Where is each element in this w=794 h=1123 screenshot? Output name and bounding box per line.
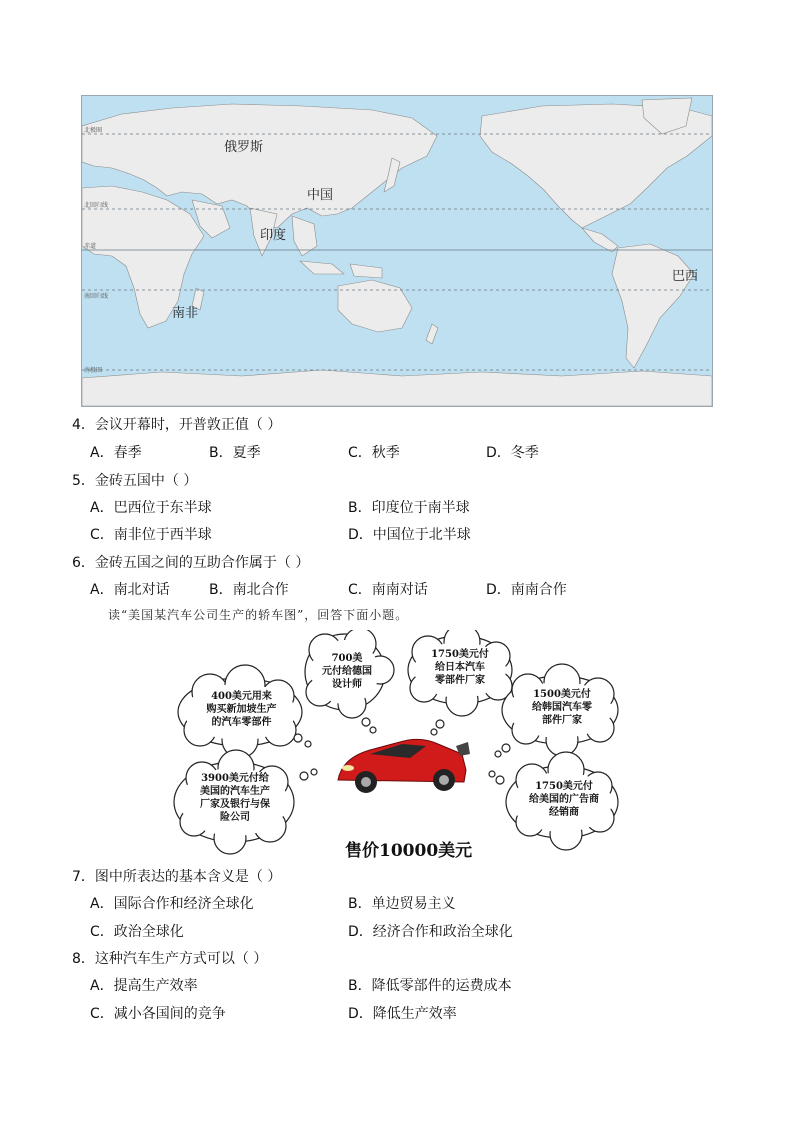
q4-option-c[interactable]: C．秋季 bbox=[348, 445, 400, 461]
q7-option-c[interactable]: C．政治全球化 bbox=[90, 924, 184, 940]
bubble-text-korea: 1500美元付 给韩国汽车零 部件厂家 bbox=[532, 689, 592, 726]
q6-option-b[interactable]: B．南北合作 bbox=[209, 582, 289, 598]
figure-intro: 读“美国某汽车公司生产的轿车图”，回答下面小题。 bbox=[108, 608, 409, 622]
q6-option-a[interactable]: A．南北对话 bbox=[90, 582, 170, 598]
antarctic-circle-label: 南极圈 bbox=[84, 367, 103, 374]
question-4-stem: 4．会议开幕时，开普敦正值（ ） bbox=[72, 417, 282, 433]
car-cost-figure bbox=[170, 630, 630, 865]
q8-option-c[interactable]: C．减小各国间的竞争 bbox=[90, 1006, 226, 1022]
q4-option-d[interactable]: D．冬季 bbox=[486, 445, 539, 461]
q6-option-c[interactable]: C．南南对话 bbox=[348, 582, 428, 598]
bubble-text-usa-advertiser: 1750美元付 给美国的广告商 经销商 bbox=[529, 781, 599, 818]
question-5-stem: 5．金砖五国中（ ） bbox=[72, 473, 198, 489]
question-8-stem: 8．这种汽车生产方式可以（ ） bbox=[72, 951, 268, 967]
world-map-graphic bbox=[82, 96, 712, 406]
q7-option-a[interactable]: A．国际合作和经济全球化 bbox=[90, 896, 254, 912]
label-brazil: 巴西 bbox=[672, 269, 699, 284]
q7-option-b[interactable]: B．单边贸易主义 bbox=[348, 896, 456, 912]
q6-option-d[interactable]: D．南南合作 bbox=[486, 582, 567, 598]
question-6-stem: 6．金砖五国之间的互助合作属于（ ） bbox=[72, 555, 310, 571]
q8-option-a[interactable]: A．提高生产效率 bbox=[90, 978, 198, 994]
q4-option-a[interactable]: A．春季 bbox=[90, 445, 142, 461]
car-cost-graphic bbox=[170, 630, 630, 865]
bubble-text-singapore: 400美元用来 购买新加坡生产 的汽车零部件 bbox=[206, 691, 277, 728]
label-south-africa: 南非 bbox=[172, 306, 199, 321]
q5-option-d[interactable]: D．中国位于北半球 bbox=[348, 527, 471, 543]
label-russia: 俄罗斯 bbox=[224, 140, 264, 155]
bubble-text-japan: 1750美元付 给日本汽车 零部件厂家 bbox=[431, 649, 489, 686]
label-india: 印度 bbox=[260, 228, 287, 243]
question-7-stem: 7．图中所表达的基本含义是（ ） bbox=[72, 869, 282, 885]
q8-option-b[interactable]: B．降低零部件的运费成本 bbox=[348, 978, 512, 994]
q5-option-c[interactable]: C．南非位于西半球 bbox=[90, 527, 212, 543]
world-map bbox=[81, 95, 713, 407]
q5-option-b[interactable]: B．印度位于南半球 bbox=[348, 500, 470, 516]
bubble-text-germany: 700美 元付给德国 设计师 bbox=[322, 653, 372, 690]
tropic-of-capricorn-label: 南回归线 bbox=[84, 293, 109, 300]
q4-option-b[interactable]: B．夏季 bbox=[209, 445, 261, 461]
red-sports-car bbox=[338, 739, 470, 793]
bubble-text-usa-manufacturer: 3900美元付给 美国的汽车生产 厂家及银行与保 险公司 bbox=[200, 773, 270, 823]
q8-option-d[interactable]: D．降低生产效率 bbox=[348, 1006, 457, 1022]
label-china: 中国 bbox=[307, 188, 334, 203]
equator-label: 赤道 bbox=[84, 243, 97, 250]
antarctica-landmass bbox=[82, 370, 712, 406]
arctic-circle-label: 北极圈 bbox=[84, 127, 103, 134]
q5-option-a[interactable]: A．巴西位于东半球 bbox=[90, 500, 212, 516]
q7-option-d[interactable]: D．经济合作和政治全球化 bbox=[348, 924, 513, 940]
car-price: 售价10000美元 bbox=[345, 841, 473, 861]
tropic-of-cancer-label: 北回归线 bbox=[84, 202, 109, 209]
